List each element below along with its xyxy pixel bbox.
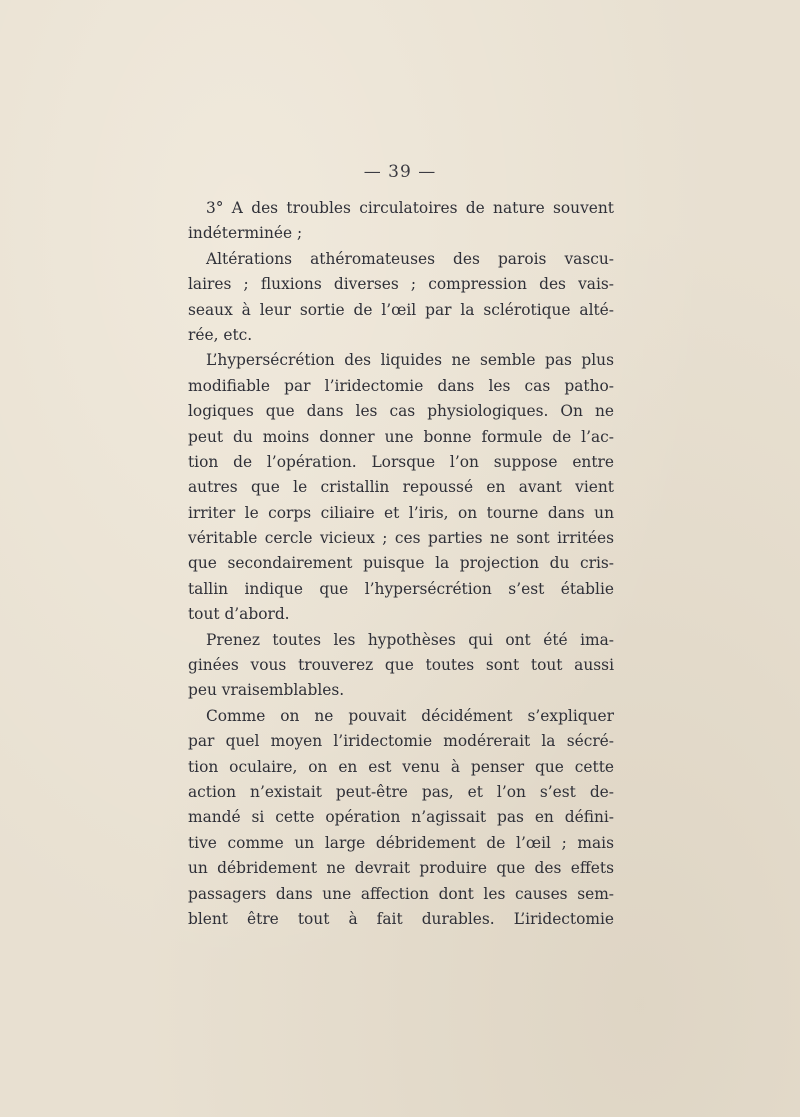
text-line: indéterminée ; xyxy=(188,224,303,243)
text-line: irriter le corps ciliaire et l’iris, on tourne dans un xyxy=(188,503,614,522)
text-line: seaux à leur sortie de l’œil par la sclérotique alté- xyxy=(188,300,614,319)
text-line: action n’existait peut-être pas, et l’on s’est de- xyxy=(188,782,614,801)
text-line: que secondairement puisque la projection du cris- xyxy=(188,554,614,573)
text-line: blent être tout à fait durables. L’iridectomie xyxy=(188,909,614,928)
body-text xyxy=(188,196,614,932)
text-line: tive comme un large débridement de l’œil ; mais xyxy=(188,833,614,852)
text-line: Altérations athéromateuses des parois vascu- xyxy=(206,249,614,268)
text-line: peu vraisemblables. xyxy=(188,681,345,700)
text-line: Prenez toutes les hypothèses qui ont été ima- xyxy=(206,630,614,649)
text-line: un débridement ne devrait produire que des effets xyxy=(188,859,614,878)
text-line: ginées vous trouverez que toutes sont tout aussi xyxy=(188,656,614,675)
text-line: Comme on ne pouvait décidément s’expliquer xyxy=(206,706,614,725)
text-line: rée, etc. xyxy=(188,325,253,344)
text-line: tallin indique que l’hypersécrétion s’est établie xyxy=(188,579,614,598)
text-line: 3° A des troubles circulatoires de nature souvent xyxy=(206,199,614,217)
page-number: — 39 — xyxy=(363,162,437,182)
text-line: mandé si cette opération n’agissait pas en défini- xyxy=(188,808,614,827)
text-line: passagers dans une affection dont les causes sem- xyxy=(188,884,614,903)
text-line: tion de l’opération. Lorsque l’on suppose entre xyxy=(188,452,614,471)
text-line: modifiable par l’iridectomie dans les cas patho- xyxy=(188,376,614,395)
text-line: peut du moins donner une bonne formule de l’ac- xyxy=(188,427,614,446)
text-line: véritable cercle vicieux ; ces parties ne sont irritées xyxy=(188,529,614,548)
text-line: L’hypersécrétion des liquides ne semble pas plus xyxy=(206,351,614,370)
text-line: logiques que dans les cas physiologiques. On ne xyxy=(188,402,614,421)
text-line: autres que le cristallin repoussé en avant vient xyxy=(188,478,614,497)
text-line: par quel moyen l’iridectomie modérerait la sécré- xyxy=(188,732,614,751)
text-line: laires ; fluxions diverses ; compression des vais- xyxy=(188,275,614,294)
text-line: tout d’abord. xyxy=(188,605,290,624)
text-line: tion oculaire, on en est venu à penser que cette xyxy=(188,757,614,776)
